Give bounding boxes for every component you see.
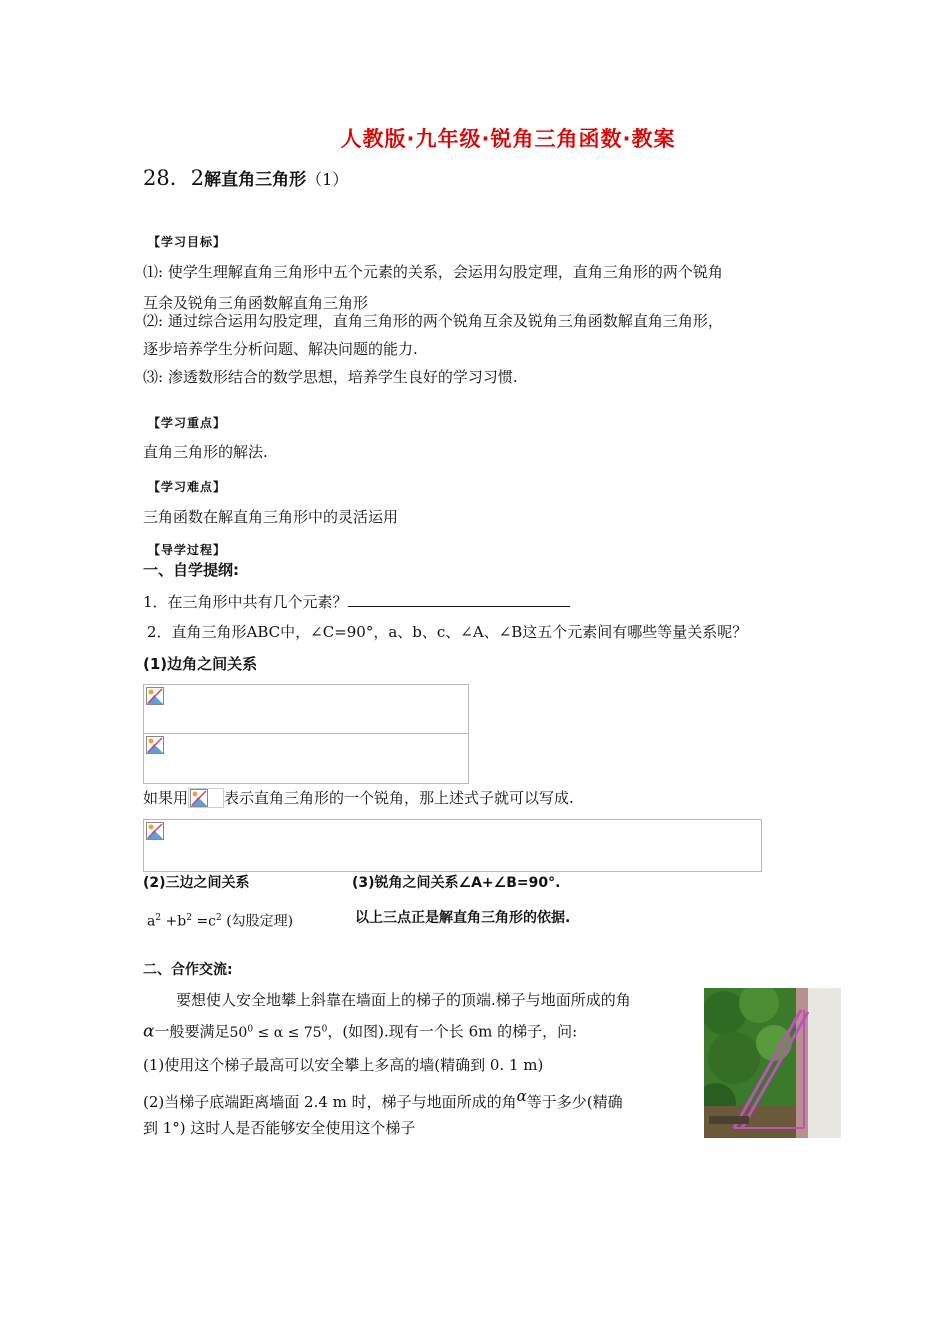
- coop-line-2-text-b: ，(如图).现有一个长 6m 的梯子，问:: [327, 1022, 578, 1041]
- pyth-a: a: [147, 913, 156, 930]
- coop-line-3: (1)使用这个梯子最高可以安全攀上多高的墙(精确到 0. 1 m): [143, 1056, 544, 1074]
- document-title: 人教版·九年级·锐角三角函数·教案: [340, 127, 676, 151]
- broken-image-icon: [146, 687, 164, 705]
- lesson-number: 28．2: [143, 166, 205, 190]
- coop-line-4-text-b: 等于多少(精确: [526, 1093, 623, 1111]
- pyth-note: (勾股定理): [226, 913, 294, 930]
- broken-image-icon: [190, 789, 208, 807]
- ladder-illustration: [704, 988, 841, 1138]
- pythagoras-formula: [147, 908, 293, 932]
- broken-image-icon: [146, 822, 164, 840]
- coop-line-1: 要想使人安全地攀上斜靠在墙面上的梯子的顶端.梯子与地面所成的角: [176, 991, 631, 1009]
- pyth-sup-c: 2: [216, 913, 222, 923]
- alpha-sentence-prefix: 如果用: [143, 789, 189, 807]
- alpha-sentence-suffix: 表示直角三角形的一个锐角，那上述式子就可以写成.: [224, 789, 574, 807]
- process-heading: 【导学过程】: [148, 543, 227, 557]
- part2-title: 二、合作交流:: [143, 962, 233, 978]
- part1-title: 一、自学提纲:: [143, 561, 239, 579]
- focus-text: 直角三角形的解法.: [143, 443, 268, 461]
- relation-2-title: (2)三边之间关系: [143, 875, 250, 891]
- pyth-sup-b: 2: [186, 913, 192, 923]
- goals-heading: 【学习目标】: [148, 235, 227, 249]
- broken-image-icon: [146, 736, 164, 754]
- goal-item-2-line-1: ⑵: 通过综合运用勾股定理，直角三角形的两个锐角互余及锐角三角函数解直角三角形，: [143, 312, 723, 330]
- alpha-symbol-placeholder: [188, 788, 224, 808]
- formula-box-3: [143, 819, 762, 872]
- ladder-photo: [704, 988, 841, 1138]
- lesson-heading: [143, 162, 348, 192]
- relation-3-title: (3)锐角之间关系∠A+∠B=90°.: [352, 875, 561, 891]
- cond-low: 50: [229, 1024, 248, 1041]
- focus-heading: 【学习重点】: [148, 416, 227, 430]
- formula-box-1: [143, 684, 469, 735]
- coop-line-4: [143, 1086, 623, 1112]
- pyth-sup-a: 2: [155, 913, 162, 923]
- coop-line-5: 到 1°) 这时人是否能够安全使用这个梯子: [143, 1119, 416, 1137]
- goal-item-2-line-2: 逐步培养学生分析问题、解决问题的能力.: [143, 340, 418, 358]
- goal-item-1-line-1: ⑴: 使学生理解直角三角形中五个元素的关系，会运用勾股定理，直角三角形的两个锐角: [143, 263, 723, 281]
- answer-blank: [348, 591, 570, 607]
- alpha-sentence: [143, 788, 574, 808]
- basis-statement: 以上三点正是解直角三角形的依据.: [355, 910, 571, 926]
- difficulty-heading: 【学习难点】: [148, 480, 227, 494]
- lesson-name: 解直角三角形: [204, 170, 307, 190]
- alpha-symbol: α: [143, 1021, 155, 1042]
- coop-line-2-text-a: 一般要满足: [154, 1022, 230, 1041]
- lesson-part: （1）: [306, 170, 349, 189]
- difficulty-text: 三角函数在解直角三角形中的灵活运用: [143, 508, 399, 526]
- cond-mid: ≤ α ≤ 75: [253, 1024, 322, 1041]
- pyth-b: +b: [165, 913, 187, 930]
- cond-sup-high: 0: [321, 1024, 328, 1034]
- coop-line-2: [143, 1019, 577, 1043]
- goal-item-3: ⑶: 渗透数形结合的数学思想，培养学生良好的学习习惯.: [143, 368, 518, 386]
- alpha-symbol-2: α: [516, 1087, 527, 1105]
- pyth-c: =c: [196, 913, 217, 930]
- question-1-text: 1．在三角形中共有几个元素？: [143, 593, 348, 611]
- cond-sup-low: 0: [247, 1024, 254, 1034]
- question-1: [143, 591, 570, 612]
- relation-1-title: (1)边角之间关系: [143, 655, 258, 673]
- coop-line-4-text-a: (2)当梯子底端距离墙面 2.4 m 时，梯子与地面所成的角: [143, 1093, 517, 1111]
- question-2: 2．直角三角形ABC中，∠C=90°，a、b、c、∠A、∠B这五个元素间有哪些等量关系呢？: [147, 623, 748, 641]
- goal-item-1-line-2: 互余及锐角三角函数解直角三角形: [143, 294, 369, 312]
- formula-box-2: [143, 733, 469, 784]
- angle-condition: [230, 1025, 328, 1041]
